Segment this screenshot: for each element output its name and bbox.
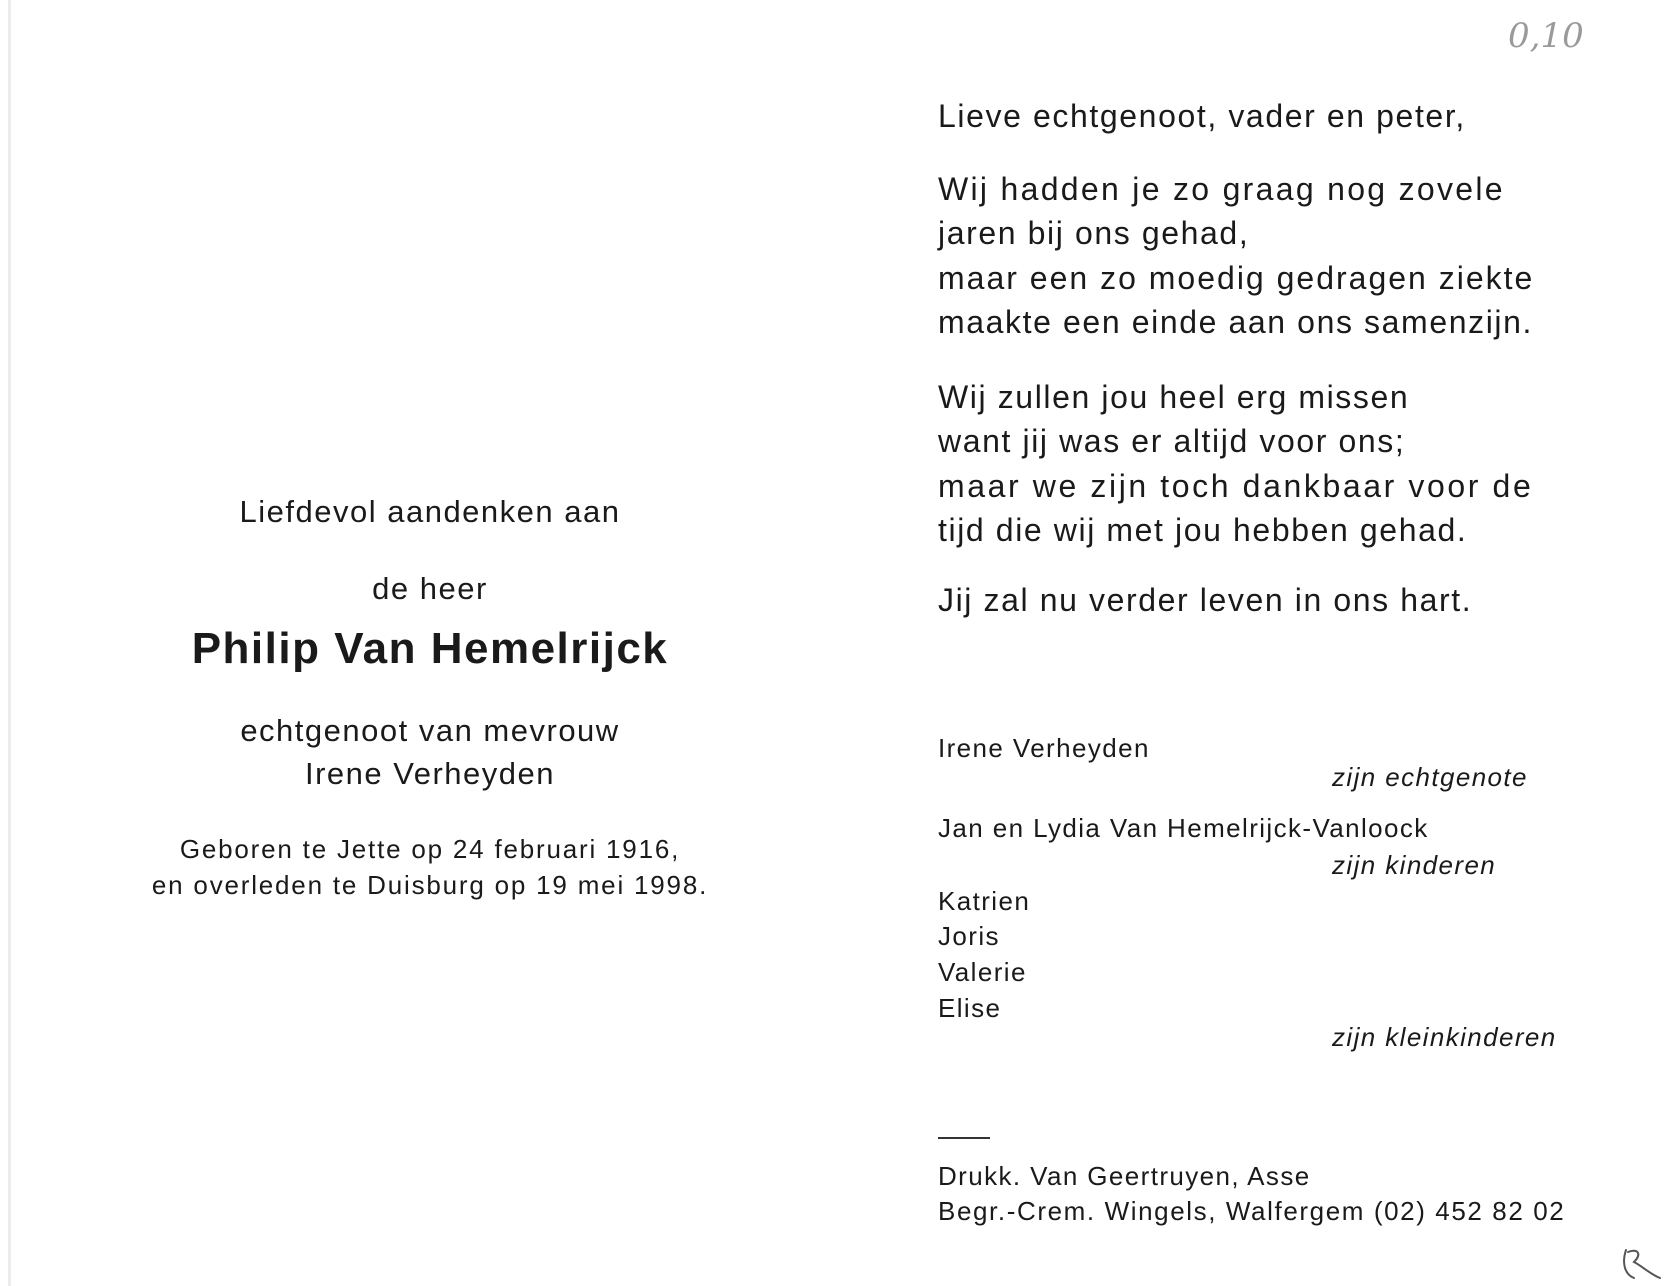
grandchild-name: Elise xyxy=(938,993,1002,1023)
grandchild-name: Valerie xyxy=(938,957,1027,987)
children-role: zijn kinderen xyxy=(1332,850,1497,880)
poem-line-10: Jij zal nu verder leven in ons hart. xyxy=(938,582,1473,618)
intro-text: Liefdevol aandenken aan xyxy=(239,494,621,529)
grandchild-name: Katrien xyxy=(938,886,1031,916)
poem-line-7: want jij was er altijd voor ons; xyxy=(938,423,1406,459)
handwritten-note: 0,10 xyxy=(1508,16,1584,56)
spouse-line-1: echtgenoot van mevrouw xyxy=(240,713,620,748)
grandchildren-role: zijn kleinkinderen xyxy=(1332,1022,1557,1052)
title-text: de heer xyxy=(372,571,488,606)
corner-mark-icon xyxy=(1620,1244,1664,1284)
poem-line-5: maakte een einde aan ons samenzijn. xyxy=(938,304,1534,340)
spouse-role: zijn echtgenote xyxy=(1332,762,1528,792)
page-edge xyxy=(8,0,11,1286)
poem-line-1: Lieve echtgenoot, vader en peter, xyxy=(938,98,1466,134)
printer-line: Drukk. Van Geertruyen, Asse xyxy=(938,1161,1311,1191)
poem-line-2: Wij hadden je zo graag nog zovele xyxy=(938,171,1505,207)
footer-divider xyxy=(938,1137,990,1139)
poem-line-4: maar een zo moedig gedragen ziekte xyxy=(938,260,1535,296)
grandchild-name: Joris xyxy=(938,921,1000,951)
born-line: Geboren te Jette op 24 februari 1916, xyxy=(179,834,681,864)
children-names: Jan en Lydia Van Hemelrijck-Vanloock xyxy=(938,813,1429,843)
spouse-line-2: Irene Verheyden xyxy=(304,756,555,791)
spouse-name: Irene Verheyden xyxy=(938,733,1150,763)
died-line: en overleden te Duisburg op 19 mei 1998. xyxy=(151,870,709,900)
poem-line-6: Wij zullen jou heel erg missen xyxy=(938,379,1410,415)
poem-line-3: jaren bij ons gehad, xyxy=(938,215,1250,251)
deceased-name: Philip Van Hemelrijck xyxy=(191,624,669,673)
funeral-home-line: Begr.-Crem. Wingels, Walfergem (02) 452 82 02 xyxy=(938,1196,1566,1226)
poem-line-8: maar we zijn toch dankbaar voor de xyxy=(938,468,1534,504)
poem-line-9: tijd die wij met jou hebben gehad. xyxy=(938,512,1468,548)
